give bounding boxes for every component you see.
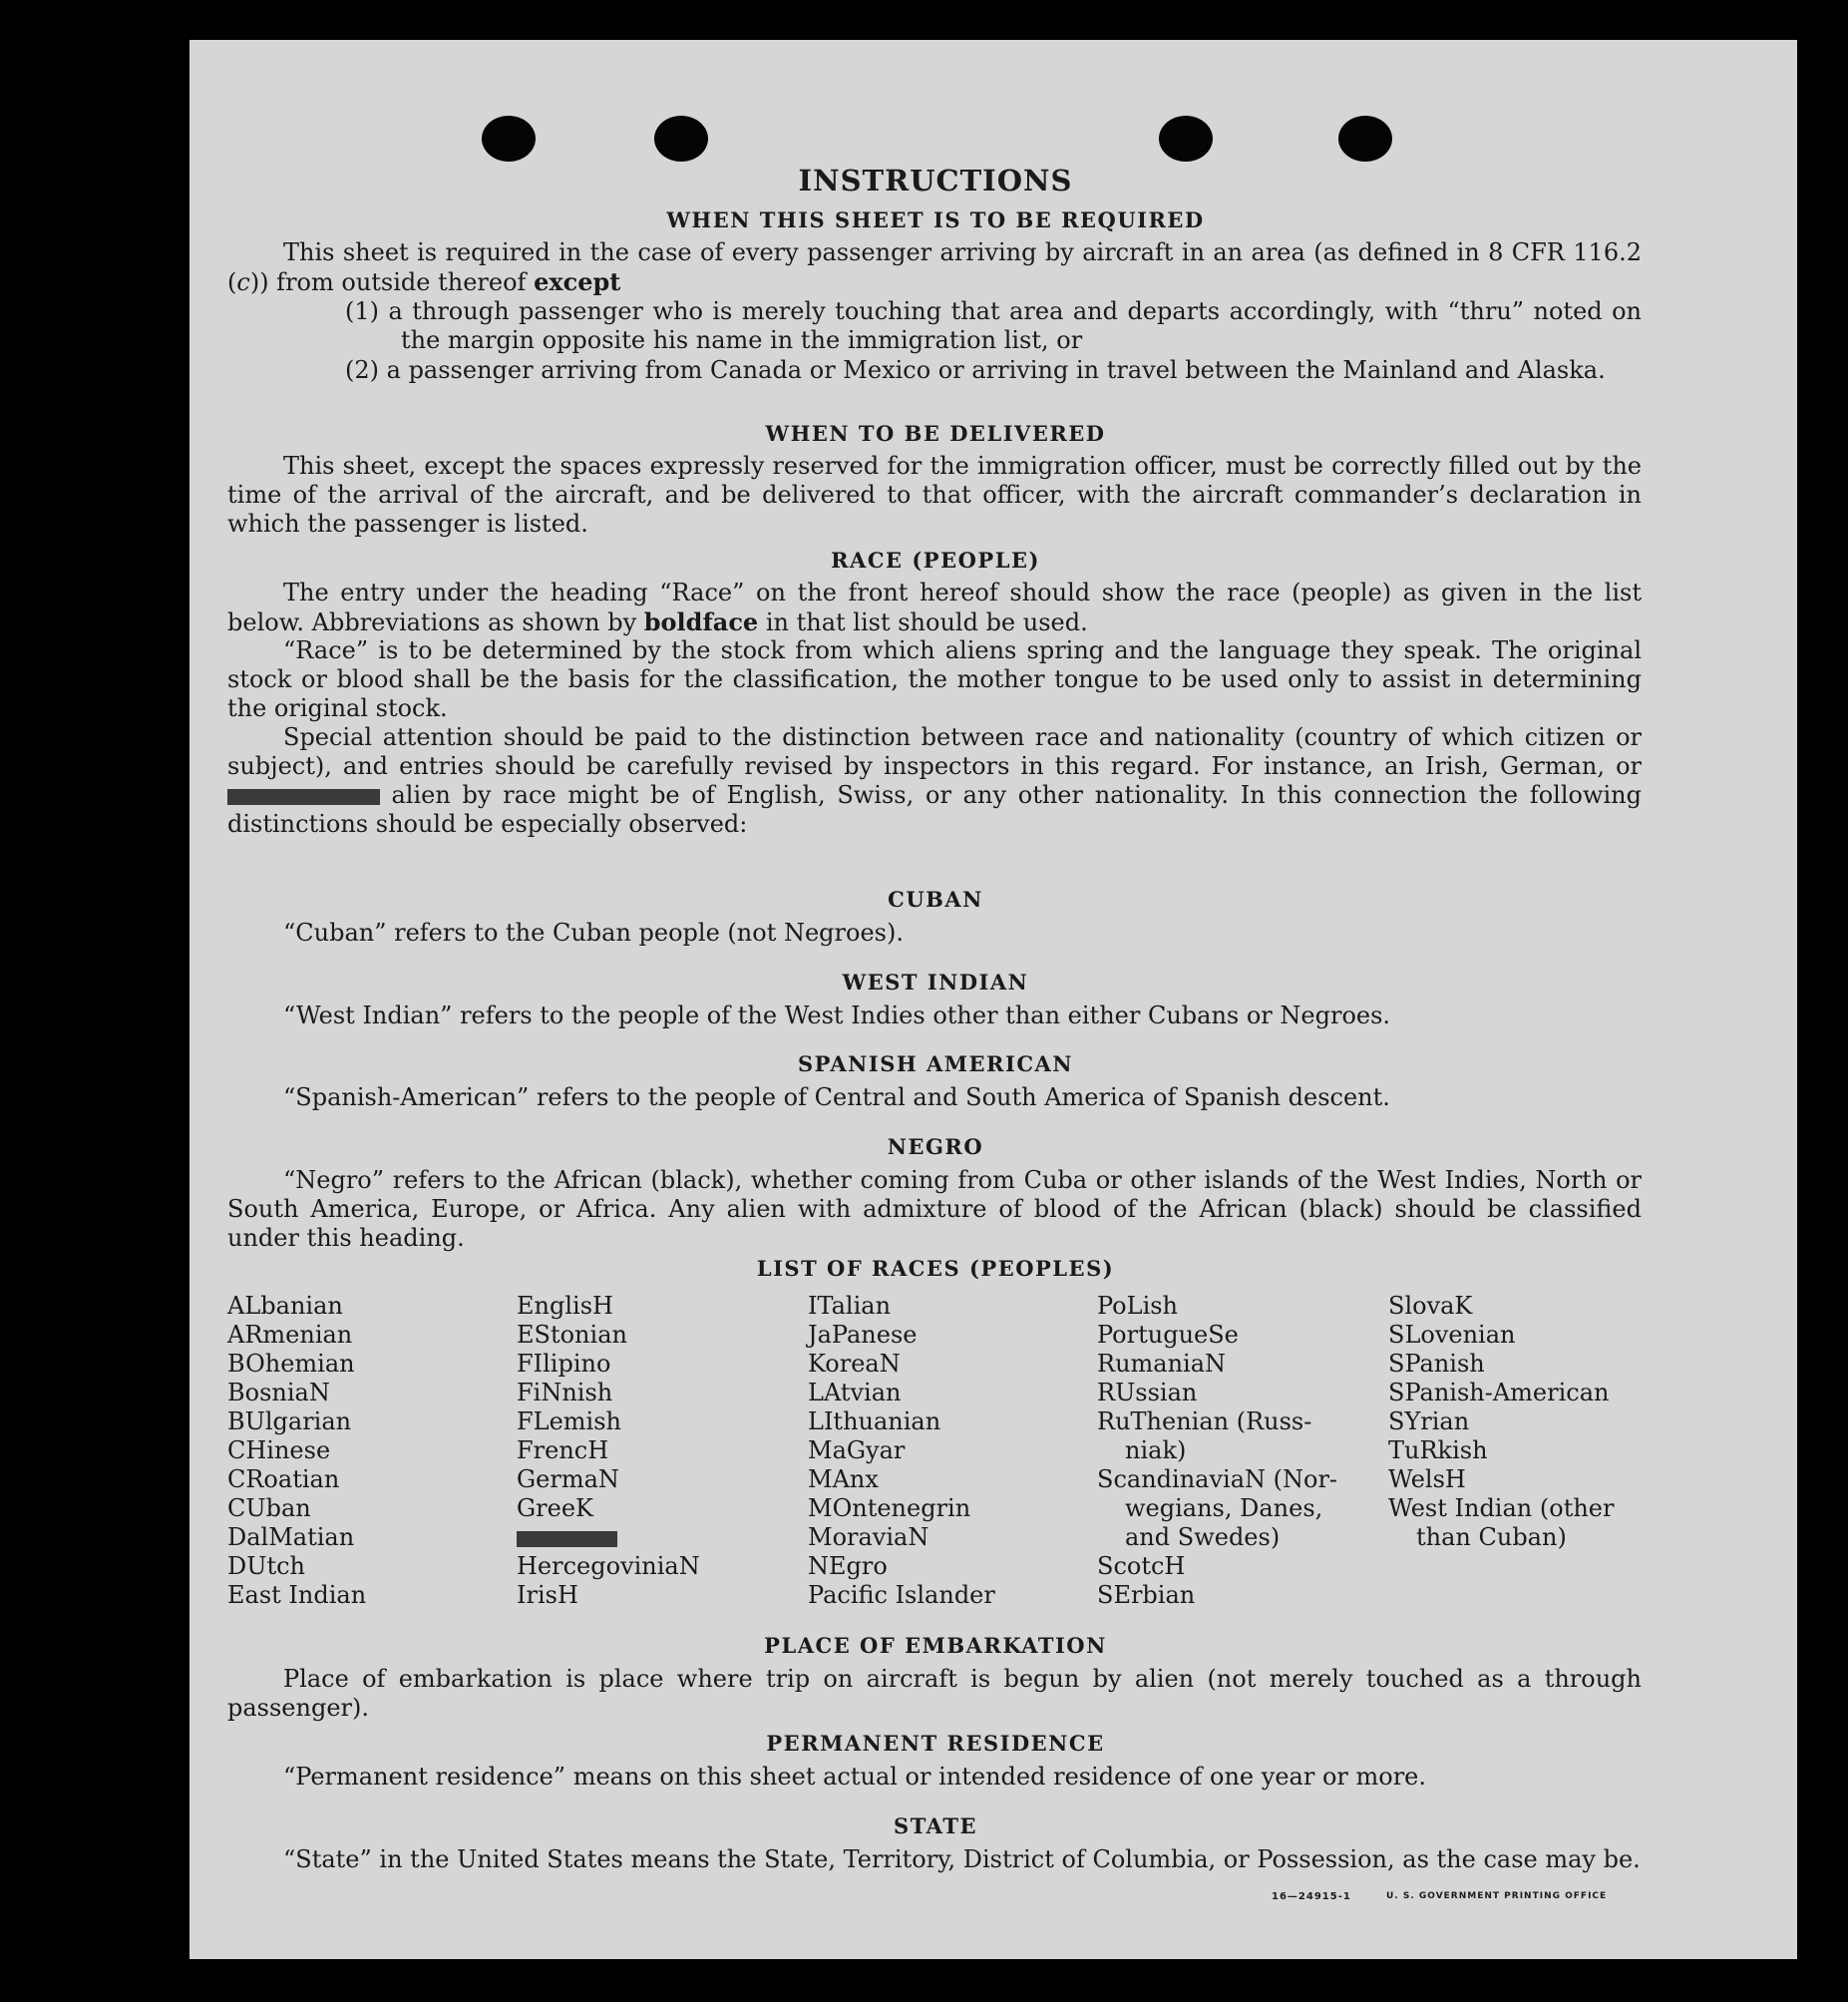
race-list-item: ScandinaviaN (Nor- (1097, 1465, 1338, 1493)
punch-hole (1159, 116, 1213, 162)
exception-item-2: (2) a passenger arriving from Canada or Mexico or arriving in travel between the Mainland and Alaska. (345, 356, 1606, 384)
paragraph-negro: “Negro” refers to the African (black), whether coming from Cuba or other islands of the West Indies, North or South America, Europe, or Africa. Any alien with admixture of blood of the African (black) should be classified under this heading. (227, 1166, 1642, 1252)
paragraph-spanish-american: “Spanish-American” refers to the people of Central and South America of Spanish descent. (283, 1083, 1390, 1111)
race-list-item: West Indian (other (1388, 1494, 1615, 1522)
race-list-item: Pacific Islander (808, 1581, 995, 1609)
race-list-item: SErbian (1097, 1581, 1196, 1609)
race-list-item: JaPanese (808, 1321, 918, 1349)
redacted-word (227, 789, 380, 805)
race-list-item: RuThenian (Russ- (1097, 1407, 1312, 1435)
paragraph-when-delivered: This sheet, except the spaces expressly reserved for the immigration officer, must be correctly filled out by the time of the arrival of the aircraft, and be delivered to that officer, with the aircraft commander’s declaration in which the passenger is listed. (227, 452, 1642, 538)
heading-list-of-races: LIST OF RACES (PEOPLES) (756, 1256, 1115, 1281)
race-list-item: ScotcH (1097, 1552, 1186, 1580)
race-list-item: WelsH (1388, 1465, 1466, 1493)
heading-race: RACE (PEOPLE) (831, 548, 1040, 573)
heading-when-delivered: WHEN TO BE DELIVERED (765, 421, 1106, 446)
race-list-item: SLovenian (1388, 1321, 1516, 1349)
race-list-column-5 (1388, 1292, 1614, 1552)
race-list-item: CHinese (227, 1436, 331, 1464)
heading-place-of-embarkation: PLACE OF EMBARKATION (764, 1633, 1107, 1658)
race-list-item: EStonian (517, 1321, 627, 1349)
heading-spanish-american: SPANISH AMERICAN (797, 1051, 1074, 1076)
heading-state: STATE (894, 1813, 977, 1838)
punch-hole (482, 116, 536, 162)
redacted-race-entry (517, 1531, 617, 1547)
race-list-column-1 (227, 1292, 366, 1610)
heading-permanent-residence: PERMANENT RESIDENCE (766, 1731, 1105, 1756)
heading-west-indian: WEST INDIAN (842, 970, 1029, 995)
race-list-item: IrisH (517, 1581, 578, 1609)
race-list-item: MOntenegrin (808, 1494, 971, 1522)
race-list-item: BUlgarian (227, 1407, 352, 1435)
race-list-item: ALbanian (227, 1292, 343, 1320)
paragraph-race-1: The entry under the heading “Race” on the front hereof should show the race (people) as given in the list below. Abbreviations as shown by boldface in that list should be used. (227, 579, 1642, 636)
race-list-item: FiNnish (517, 1379, 613, 1406)
paragraph-state: “State” in the United States means the State, Territory, District of Columbia, or Possession, as the case may be. (283, 1845, 1641, 1873)
race-list-item: FrencH (517, 1436, 609, 1464)
race-list-item-continued: wegians, Danes, (1125, 1494, 1323, 1522)
race-list-item: ITalian (808, 1292, 892, 1320)
race-list-item: DalMatian (227, 1523, 355, 1551)
race-list-item: MaGyar (808, 1436, 906, 1464)
race-list-item: SPanish (1388, 1350, 1485, 1378)
form-number: 16—24915-1 (1272, 1891, 1351, 1902)
race-list-item: MAnx (808, 1465, 879, 1493)
race-list-item: BosniaN (227, 1379, 330, 1406)
paragraph-embarkation: Place of embarkation is place where trip on aircraft is begun by alien (not merely touched as a through passenger). (227, 1665, 1642, 1722)
heading-when-required: WHEN THIS SHEET IS TO BE REQUIRED (666, 207, 1205, 232)
race-list-column-2 (517, 1292, 700, 1610)
heading-cuban: CUBAN (888, 887, 983, 912)
race-list-item: EnglisH (517, 1292, 613, 1320)
race-list-item: FLemish (517, 1407, 621, 1435)
paragraph-race-2: “Race” is to be determined by the stock from which aliens spring and the language they speak. The original stock or blood shall be the basis for the classification, the mother tongue to be used only to assist in determining the original stock. (227, 636, 1642, 722)
paragraph-cuban: “Cuban” refers to the Cuban people (not Negroes). (283, 919, 904, 947)
race-list-item: MoraviaN (808, 1523, 929, 1551)
race-list-item: LAtvian (808, 1379, 902, 1406)
race-list-column-3 (808, 1292, 995, 1610)
race-list-item-continued: niak) (1125, 1436, 1187, 1464)
heading-negro: NEGRO (887, 1134, 984, 1159)
race-list-item: CRoatian (227, 1465, 340, 1493)
race-list-item: SPanish-American (1388, 1379, 1610, 1406)
race-list-item: GreeK (517, 1494, 593, 1522)
document-title: INSTRUCTIONS (798, 164, 1073, 198)
exception-item-1: (1) a through passenger who is merely touching that area and departs accordingly, with “thru” noted on the margin opposite his name in the immigration list, or (345, 297, 1642, 354)
race-list-item: LIthuanian (808, 1407, 941, 1435)
paragraph-west-indian: “West Indian” refers to the people of the West Indies other than either Cubans or Negroes. (283, 1001, 1391, 1029)
race-list-item: RUssian (1097, 1379, 1198, 1406)
race-list-item-continued: and Swedes) (1125, 1523, 1281, 1551)
race-list-item: BOhemian (227, 1350, 355, 1378)
race-list-item: PortugueSe (1097, 1321, 1239, 1349)
race-list-item: East Indian (227, 1581, 367, 1609)
race-list-item: GermaN (517, 1465, 619, 1493)
race-list-item: CUban (227, 1494, 311, 1522)
race-list-item: ARmenian (227, 1321, 353, 1349)
paragraph-race-3: Special attention should be paid to the distinction between race and nationality (country of which citizen or subject), and entries should be carefully revised by inspectors in this regard. For instance, an Irish, German, or alien by race might be of English, Swiss, or any other nationality. In this connection the following distinctions should be especially observed: (227, 723, 1642, 838)
race-list-column-4 (1097, 1292, 1337, 1610)
race-list-item: RumaniaN (1097, 1350, 1227, 1378)
punch-hole (654, 116, 708, 162)
race-list-item: KoreaN (808, 1350, 901, 1378)
race-list-item: FIlipino (517, 1350, 611, 1378)
document-sheet (189, 40, 1797, 1959)
paragraph-residence: “Permanent residence” means on this sheet actual or intended residence of one year or more. (283, 1763, 1426, 1791)
race-list-item: SYrian (1388, 1407, 1470, 1435)
race-list-item-continued: than Cuban) (1416, 1523, 1567, 1551)
punch-hole (1338, 116, 1392, 162)
race-list-item: PoLish (1097, 1292, 1179, 1320)
race-list-item: SlovaK (1388, 1292, 1473, 1320)
race-list-item: TuRkish (1388, 1436, 1488, 1464)
printer-imprint: U. S. GOVERNMENT PRINTING OFFICE (1386, 1891, 1608, 1901)
race-list-item: NEgro (808, 1552, 888, 1580)
race-list-item: DUtch (227, 1552, 306, 1580)
paragraph-when-required: This sheet is required in the case of every passenger arriving by aircraft in an area (as defined in 8 CFR 116.2 (c)) from outside thereof except (227, 238, 1642, 296)
race-list-item: HercegoviniaN (517, 1552, 700, 1580)
